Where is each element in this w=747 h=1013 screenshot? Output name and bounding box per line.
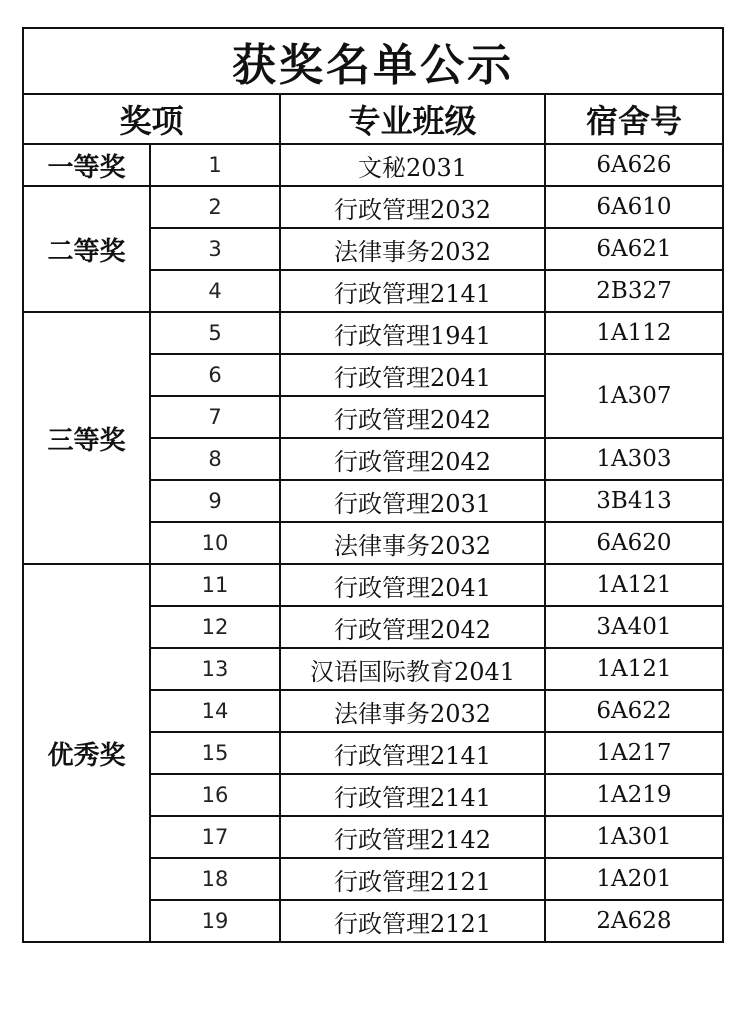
dorm-number: 6A620	[545, 522, 723, 564]
dorm-number: 1A307	[545, 354, 723, 438]
class-name: 行政管理2141	[280, 732, 545, 774]
row-number: 2	[150, 186, 280, 228]
award-list-sheet	[22, 27, 722, 943]
class-name: 汉语国际教育2041	[280, 648, 545, 690]
row-number: 9	[150, 480, 280, 522]
row-number: 3	[150, 228, 280, 270]
row-number: 19	[150, 900, 280, 942]
header-dorm: 宿舍号	[545, 94, 723, 144]
class-name: 行政管理2041	[280, 354, 545, 396]
page-title: 获奖名单公示	[23, 28, 723, 94]
row-number: 1	[150, 144, 280, 186]
dorm-number: 1A217	[545, 732, 723, 774]
table-row	[23, 144, 723, 186]
table-row	[23, 564, 723, 606]
row-number: 4	[150, 270, 280, 312]
dorm-number: 1A112	[545, 312, 723, 354]
row-number: 8	[150, 438, 280, 480]
dorm-number: 1A121	[545, 648, 723, 690]
class-name: 行政管理2121	[280, 858, 545, 900]
class-name: 行政管理2142	[280, 816, 545, 858]
class-name: 行政管理2041	[280, 564, 545, 606]
dorm-number: 1A303	[545, 438, 723, 480]
row-number: 10	[150, 522, 280, 564]
dorm-number: 1A121	[545, 564, 723, 606]
award-table	[22, 27, 724, 943]
row-number: 5	[150, 312, 280, 354]
dorm-number: 2B327	[545, 270, 723, 312]
dorm-number: 6A610	[545, 186, 723, 228]
award-group-merit: 优秀奖	[23, 564, 150, 942]
row-number: 14	[150, 690, 280, 732]
award-group-third: 三等奖	[23, 312, 150, 564]
dorm-number: 3A401	[545, 606, 723, 648]
dorm-number: 1A219	[545, 774, 723, 816]
dorm-number: 3B413	[545, 480, 723, 522]
class-name: 法律事务2032	[280, 690, 545, 732]
class-name: 行政管理2141	[280, 270, 545, 312]
dorm-number: 6A626	[545, 144, 723, 186]
dorm-number: 1A201	[545, 858, 723, 900]
class-name: 行政管理2042	[280, 606, 545, 648]
class-name: 行政管理2031	[280, 480, 545, 522]
row-number: 17	[150, 816, 280, 858]
dorm-number: 6A622	[545, 690, 723, 732]
dorm-number: 2A628	[545, 900, 723, 942]
table-row	[23, 186, 723, 228]
dorm-number: 6A621	[545, 228, 723, 270]
row-number: 11	[150, 564, 280, 606]
class-name: 行政管理2042	[280, 396, 545, 438]
table-row	[23, 312, 723, 354]
class-name: 法律事务2032	[280, 228, 545, 270]
row-number: 18	[150, 858, 280, 900]
row-number: 6	[150, 354, 280, 396]
class-name: 行政管理2042	[280, 438, 545, 480]
class-name: 法律事务2032	[280, 522, 545, 564]
row-number: 7	[150, 396, 280, 438]
row-number: 16	[150, 774, 280, 816]
class-name: 行政管理1941	[280, 312, 545, 354]
class-name: 行政管理2121	[280, 900, 545, 942]
award-group-first: 一等奖	[23, 144, 150, 186]
row-number: 15	[150, 732, 280, 774]
header-class: 专业班级	[280, 94, 545, 144]
award-group-second: 二等奖	[23, 186, 150, 312]
dorm-number: 1A301	[545, 816, 723, 858]
header-row	[23, 94, 723, 144]
row-number: 12	[150, 606, 280, 648]
class-name: 文秘2031	[280, 144, 545, 186]
class-name: 行政管理2141	[280, 774, 545, 816]
row-number: 13	[150, 648, 280, 690]
header-award: 奖项	[23, 94, 280, 144]
class-name: 行政管理2032	[280, 186, 545, 228]
title-row	[23, 28, 723, 94]
